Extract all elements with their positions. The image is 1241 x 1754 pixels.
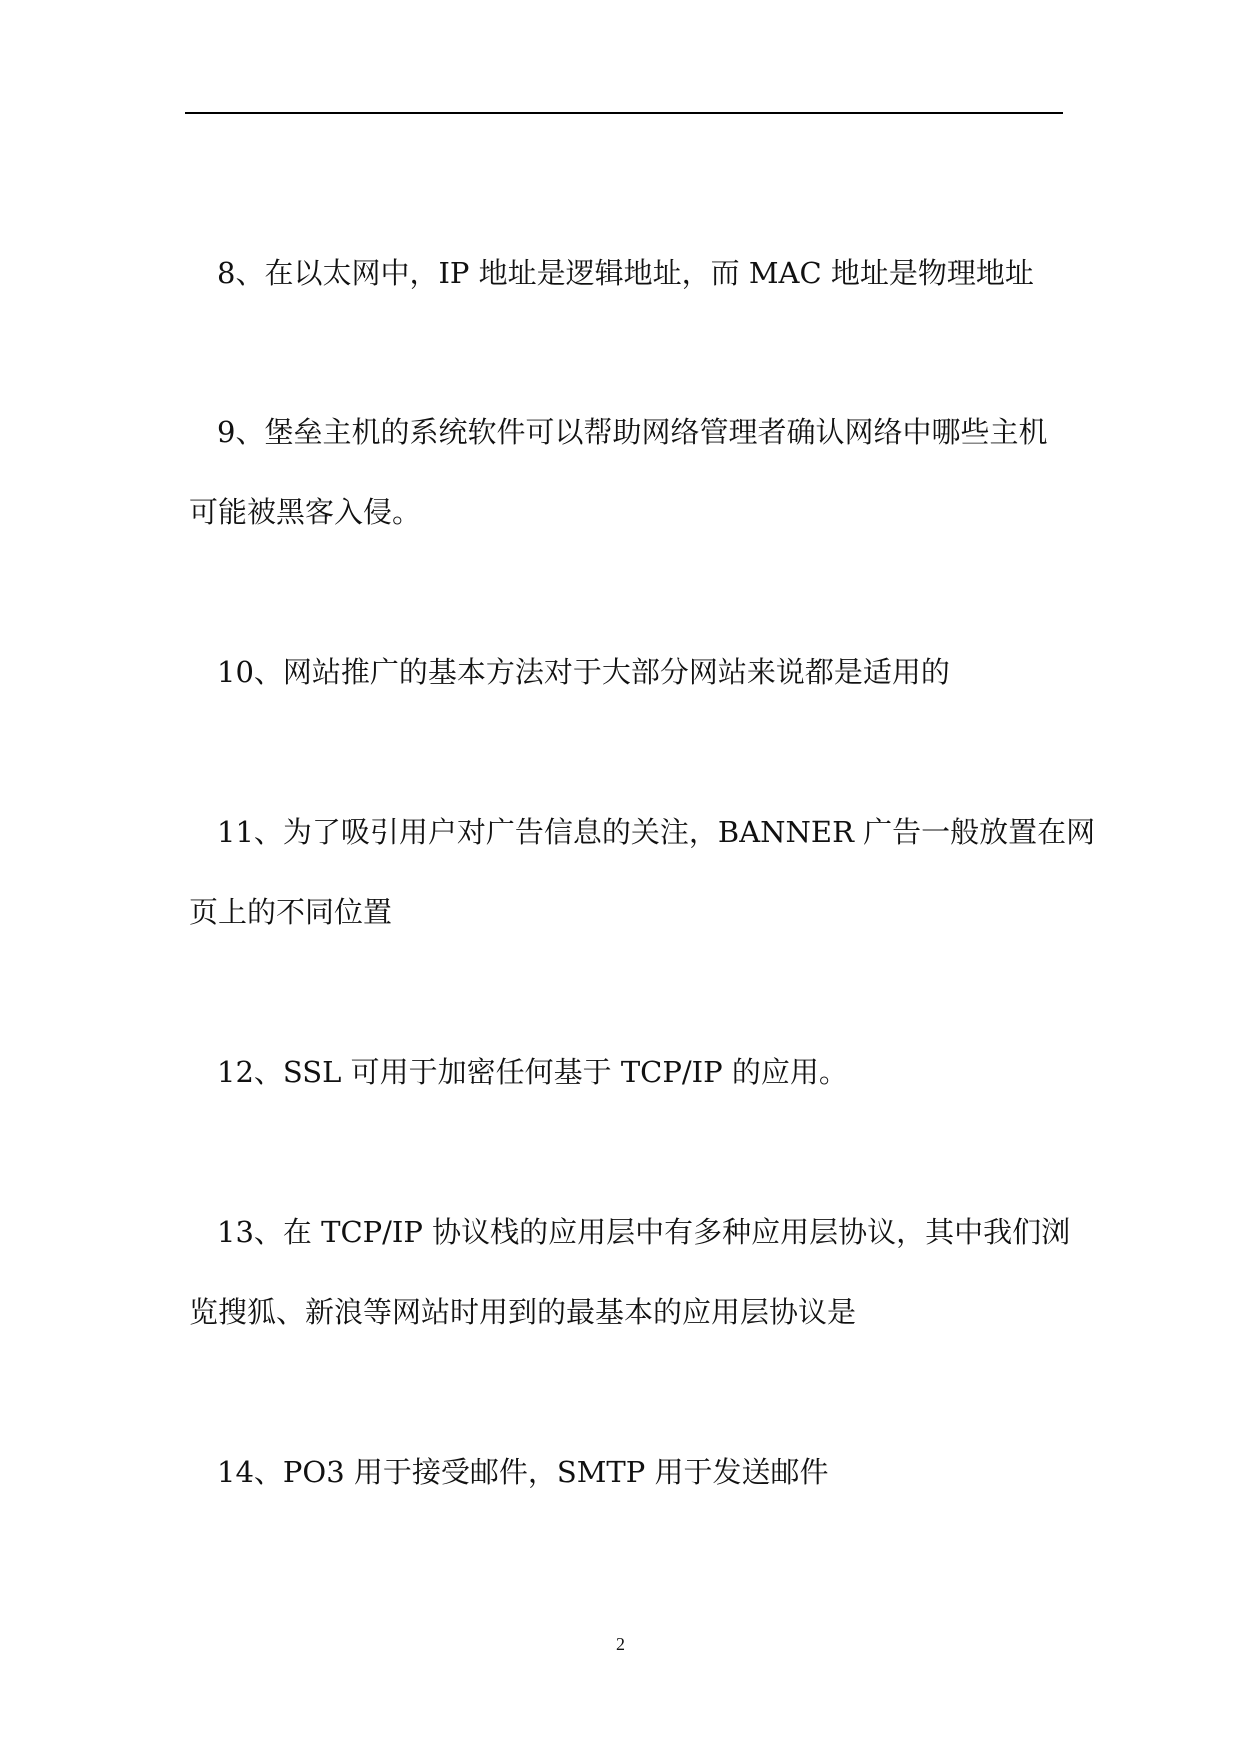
- item-13-line-1: 13、在 TCP/IP 协议栈的应用层中有多种应用层协议，其中我们浏: [217, 1215, 1071, 1249]
- item-9-line-2: 可能被黑客入侵。: [189, 495, 422, 529]
- item-13-line-2: 览搜狐、新浪等网站时用到的最基本的应用层协议是: [189, 1295, 857, 1329]
- list-item: [189, 1432, 1063, 1512]
- page-number: 2: [616, 1634, 625, 1654]
- list-item: [189, 632, 1063, 712]
- item-14-line-1: 14、PO3 用于接受邮件，SMTP 用于发送邮件: [217, 1455, 829, 1489]
- item-10-line-1: 10、网站推广的基本方法对于大部分网站来说都是适用的: [217, 655, 950, 689]
- list-item: [189, 233, 1063, 313]
- item-11-line-2: 页上的不同位置: [189, 895, 393, 929]
- item-8-line-1: 8、在以太网中，IP 地址是逻辑地址，而 MAC 地址是物理地址: [217, 256, 1034, 290]
- list-item: [189, 1192, 1071, 1352]
- item-11-line-1: 11、为了吸引用户对广告信息的关注，BANNER 广告一般放置在网: [217, 815, 1096, 849]
- header-rule: [185, 112, 1063, 114]
- list-item: [189, 1032, 1063, 1112]
- list-item: [189, 392, 1063, 552]
- item-12-line-1: 12、SSL 可用于加密任何基于 TCP/IP 的应用。: [217, 1055, 848, 1089]
- item-9-line-1: 9、堡垒主机的系统软件可以帮助网络管理者确认网络中哪些主机: [217, 415, 1048, 449]
- list-item: [189, 792, 1096, 952]
